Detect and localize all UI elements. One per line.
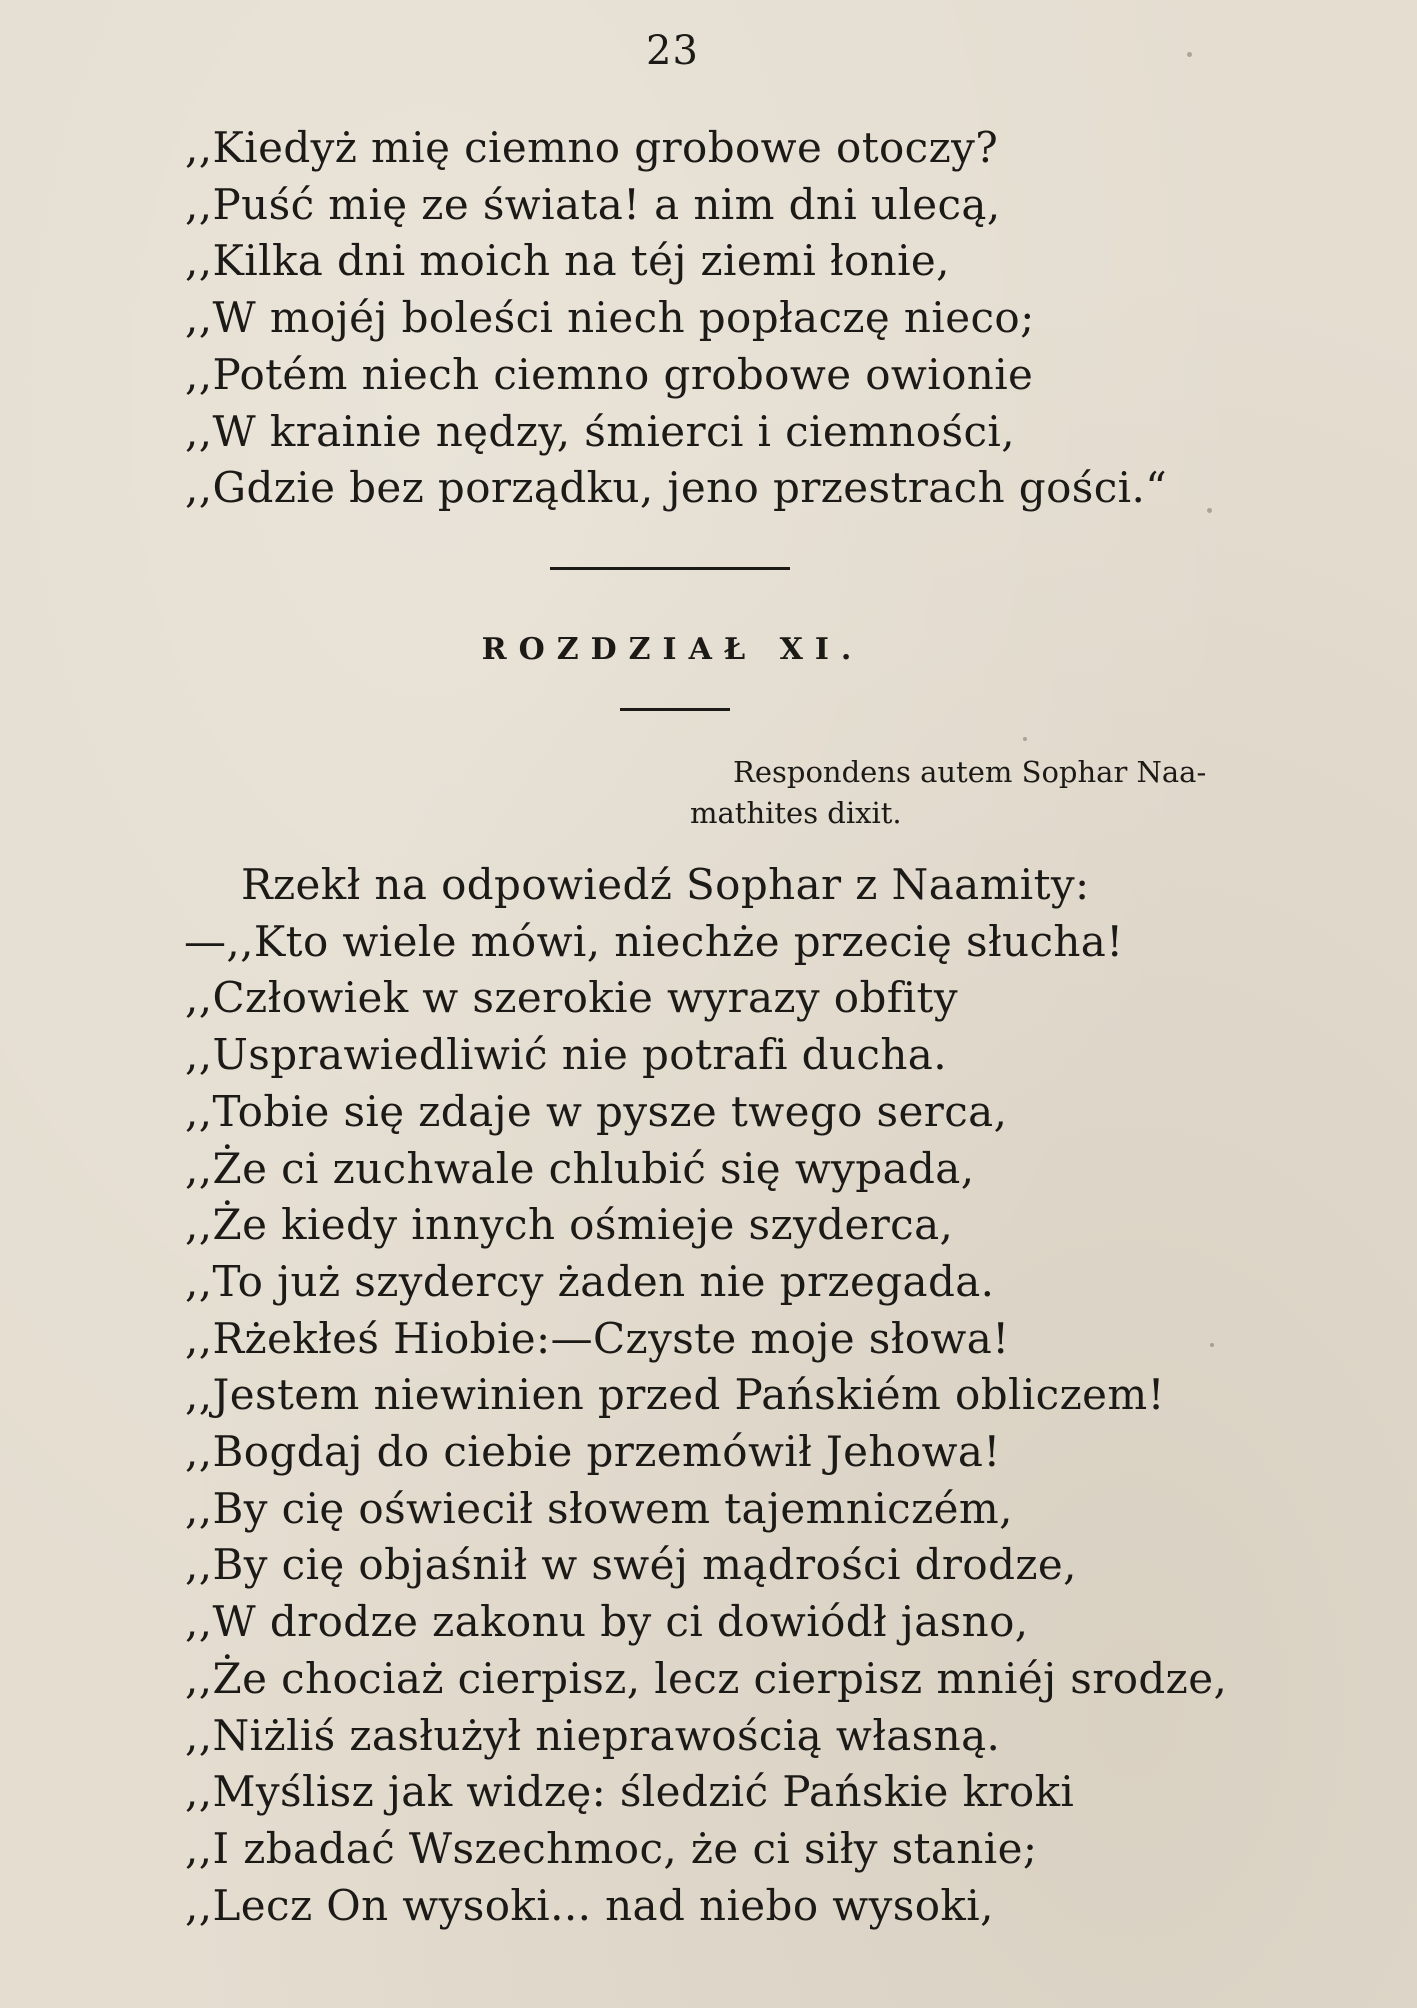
verse-line: ,,W krainie nędzy, śmierci i ciemności, xyxy=(185,406,1015,456)
page-number: 23 xyxy=(646,28,699,74)
verse-line: ,,Puść mię ze świata! a nim dni ulecą, xyxy=(185,179,1001,229)
verse-line: ,,Że kiedy innych ośmieje szyderca, xyxy=(185,1200,954,1250)
verse-line: ,,Człowiek w szerokie wyrazy obfity xyxy=(185,973,958,1023)
verse-line: ,,W drodze zakonu by ci dowiódł jasno, xyxy=(185,1597,1029,1647)
verse-line: ,,Kiedyż mię ciemno grobowe otoczy? xyxy=(185,123,999,172)
verse-line: —,,Kto wiele mówi, niechże przecię słucha! xyxy=(184,916,1124,966)
verse-line: ,,Kilka dni moich na téj ziemi łonie, xyxy=(185,236,950,286)
stanza-top xyxy=(185,120,1167,517)
print-speck xyxy=(1210,1343,1214,1347)
print-speck xyxy=(1023,737,1027,741)
heading-underline-rule xyxy=(620,708,730,711)
epigraph-line: Respondens autem Sophar Naa- xyxy=(733,755,1207,789)
verse-line: ,,Niżliś zasłużył nieprawością własną. xyxy=(185,1710,1001,1760)
stanza-main xyxy=(185,857,1227,1934)
verse-line: ,,Że ci zuchwale chlubić się wypada, xyxy=(185,1143,975,1193)
verse-line: ,,I zbadać Wszechmoc, że ci siły stanie; xyxy=(185,1823,1038,1873)
print-speck xyxy=(1187,52,1192,57)
verse-line: ,,W mojéj boleści niech popłaczę nieco; xyxy=(185,293,1035,343)
verse-line: ,,Jestem niewinien przed Pańskiém obliczem! xyxy=(185,1370,1165,1420)
section-divider-rule xyxy=(550,567,790,570)
verse-line: ,,Myślisz jak widzę: śledzić Pańskie kroki xyxy=(185,1767,1075,1817)
verse-line: ,,By cię objaśnił w swéj mądrości drodze, xyxy=(185,1540,1077,1590)
print-speck xyxy=(1207,508,1212,513)
verse-line: Rzekł na odpowiedź Sophar z Naamity: xyxy=(241,860,1090,909)
verse-line: ,,Tobie się zdaje w pysze twego serca, xyxy=(185,1086,1008,1136)
verse-line: ,,Lecz On wysoki... nad niebo wysoki, xyxy=(185,1880,994,1930)
verse-line: ,,Że chociaż cierpisz, lecz cierpisz mniéj srodze, xyxy=(185,1653,1228,1703)
verse-line: ,,Bogdaj do ciebie przemówił Jehowa! xyxy=(185,1427,1001,1477)
epigraph-line: mathites dixit. xyxy=(690,796,902,830)
verse-line: ,,To już szydercy żaden nie przegada. xyxy=(185,1256,995,1306)
verse-line: ,,Rżekłeś Hiobie:—Czyste moje słowa! xyxy=(185,1313,1010,1363)
epigraph xyxy=(690,752,1300,834)
verse-line: ,,Usprawiedliwić nie potrafi ducha. xyxy=(185,1030,947,1080)
verse-line: ,,Potém niech ciemno grobowe owionie xyxy=(185,349,1034,399)
chapter-heading: ROZDZIAŁ XI. xyxy=(481,632,864,667)
verse-line: ,,Gdzie bez porządku, jeno przestrach gości.“ xyxy=(185,463,1168,513)
verse-line: ,,By cię oświecił słowem tajemniczém, xyxy=(185,1483,1013,1533)
